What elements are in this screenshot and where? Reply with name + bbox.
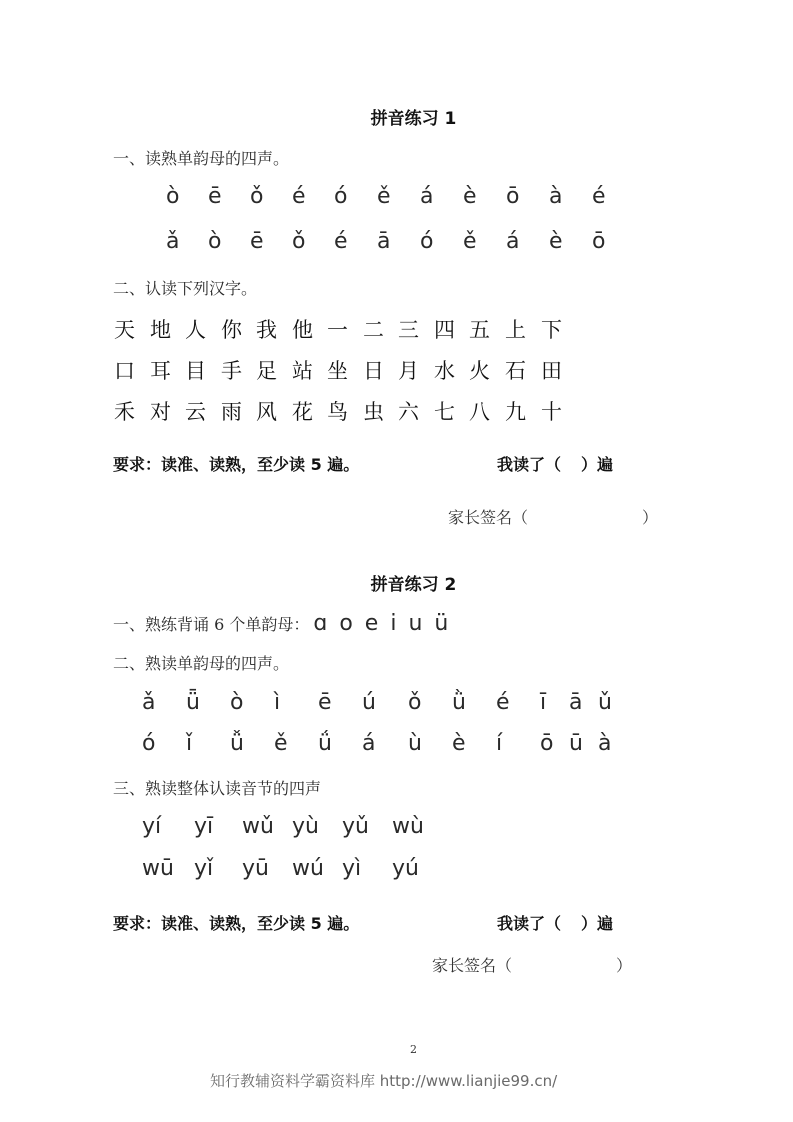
tone-vowel: ò [166, 184, 180, 209]
hanzi-char: 六 [398, 400, 419, 424]
hanzi-char: 虫 [363, 400, 384, 424]
hanzi-char: 下 [541, 318, 562, 342]
hanzi-char: 八 [469, 400, 490, 424]
hanzi-char: 花 [292, 400, 313, 424]
tone-vowel: ǚ [230, 731, 244, 756]
tone-vowel: ě [463, 229, 477, 254]
hanzi-char: 我 [256, 318, 277, 342]
tone-vowel: ī [540, 690, 547, 715]
hanzi-char: 九 [505, 400, 526, 424]
syllable: yū [242, 856, 269, 881]
practice1-requirement: 要求：读准、读熟，至少读 5 遍。 [113, 455, 360, 474]
tone-vowel: ō [506, 184, 520, 209]
tone-vowel: ǒ [408, 690, 422, 715]
practice2-section1-heading: 一、熟练背诵 6 个单韵母： [113, 615, 310, 634]
syllable: yí [142, 814, 162, 839]
read-count-suffix: ）遍 [581, 914, 614, 933]
hanzi-char: 禾 [114, 400, 135, 424]
syllable: yǐ [194, 856, 214, 881]
tone-vowel: ē [318, 690, 332, 715]
hanzi-char: 风 [256, 400, 277, 424]
tone-vowel: á [506, 229, 520, 254]
hanzi-char: 火 [469, 359, 490, 383]
hanzi-char: 天 [114, 318, 135, 342]
tone-vowel: ǔ [598, 690, 612, 715]
hanzi-char: 七 [434, 400, 455, 424]
vowel: o [339, 611, 353, 636]
tone-vowel: é [496, 690, 510, 715]
hanzi-char: 四 [434, 318, 455, 342]
tone-vowel: ǐ [186, 731, 193, 756]
hanzi-char: 月 [398, 359, 419, 383]
hanzi-char: 水 [434, 359, 455, 383]
hanzi-char: 一 [327, 318, 348, 342]
tone-vowel: ó [420, 229, 434, 254]
hanzi-char: 站 [292, 359, 313, 383]
practice2-section1 [113, 611, 460, 636]
syllable: yú [392, 856, 419, 881]
practice2-requirement: 要求：读准、读熟，至少读 5 遍。 [113, 914, 360, 933]
tone-vowel: á [362, 731, 376, 756]
practice1-parent-signature [448, 505, 658, 528]
syllable: wù [392, 814, 424, 839]
hanzi-char: 雨 [221, 400, 242, 424]
vowel: e [364, 611, 379, 636]
footer-watermark: 知行教辅资料学霸资料库 http://www.lianjie99.cn/ [210, 1072, 558, 1090]
tone-vowel: é [334, 229, 348, 254]
syllable: yī [194, 814, 214, 839]
simple-vowels [313, 611, 460, 636]
hanzi-char: 云 [185, 400, 206, 424]
syllable: yù [292, 814, 319, 839]
read-count-prefix: 我读了（ [497, 455, 562, 474]
hanzi-char: 手 [221, 359, 242, 383]
hanzi-char: 田 [541, 359, 562, 383]
tone-vowel: ǒ [292, 229, 306, 254]
hanzi-char: 人 [185, 318, 206, 342]
hanzi-char: 石 [505, 359, 526, 383]
hanzi-char: 鸟 [327, 400, 348, 424]
hanzi-char: 目 [185, 359, 206, 383]
tone-vowel: ǖ [186, 690, 200, 715]
tone-vowel: ó [142, 731, 156, 756]
tone-vowel: ǒ [250, 184, 264, 209]
hanzi-char: 二 [363, 318, 384, 342]
practice1-title: 拼音练习 1 [370, 109, 457, 129]
practice1-read-count [497, 452, 613, 475]
syllable: yì [342, 856, 362, 881]
tone-vowel: ō [592, 229, 606, 254]
practice2-read-count [497, 911, 613, 934]
tone-vowel: é [292, 184, 306, 209]
practice2-title: 拼音练习 2 [370, 575, 457, 595]
syllable: wú [292, 856, 324, 881]
syllable: yǔ [342, 814, 369, 839]
practice2-parent-signature [432, 953, 632, 976]
practice1-section1-heading: 一、读熟单韵母的四声。 [113, 149, 290, 168]
hanzi-char: 对 [150, 400, 171, 424]
tone-vowel: è [463, 184, 477, 209]
tone-vowel: ò [208, 229, 222, 254]
vowel: ü [434, 611, 449, 636]
tone-vowel: ě [274, 731, 288, 756]
practice1-section2-heading: 二、认读下列汉字。 [113, 279, 258, 298]
vowel: i [390, 611, 397, 636]
hanzi-char: 口 [114, 359, 135, 383]
hanzi-char: 耳 [150, 359, 171, 383]
tone-vowel: í [496, 731, 503, 756]
hanzi-char: 日 [363, 359, 384, 383]
tone-vowel: ū [569, 731, 583, 756]
tone-vowel: ē [250, 229, 264, 254]
tone-vowel: ǘ [318, 731, 332, 756]
vowel: ɑ [313, 611, 328, 636]
tone-vowel: ō [540, 731, 554, 756]
tone-vowel: ó [334, 184, 348, 209]
tone-vowel: ē [208, 184, 222, 209]
tone-vowel: á [420, 184, 434, 209]
tone-vowel: ǜ [452, 690, 466, 715]
syllable: wǔ [242, 814, 274, 839]
vowel: u [408, 611, 423, 636]
page-number: 2 [410, 1043, 417, 1056]
tone-vowel: ú [362, 690, 376, 715]
tone-vowel: é [592, 184, 606, 209]
practice2-section3-heading: 三、熟读整体认读音节的四声 [113, 779, 322, 798]
tone-vowel: ì [274, 690, 281, 715]
parent-sign-suffix: ） [642, 508, 659, 527]
tone-vowel: è [452, 731, 466, 756]
practice2-section2-heading: 二、熟读单韵母的四声。 [113, 654, 290, 673]
tone-vowel: è [549, 229, 563, 254]
tone-vowel: à [598, 731, 612, 756]
hanzi-char: 坐 [327, 359, 348, 383]
read-count-suffix: ）遍 [581, 455, 614, 474]
tone-vowel: ǎ [166, 229, 180, 254]
tone-vowel: ù [408, 731, 422, 756]
hanzi-char: 地 [150, 318, 171, 342]
parent-sign-prefix: 家长签名（ [448, 508, 529, 527]
syllable: wū [142, 856, 174, 881]
hanzi-char: 你 [221, 318, 242, 342]
hanzi-char: 上 [505, 318, 526, 342]
read-count-prefix: 我读了（ [497, 914, 562, 933]
tone-vowel: ò [230, 690, 244, 715]
hanzi-char: 三 [398, 318, 419, 342]
tone-vowel: ā [569, 690, 583, 715]
tone-vowel: ě [377, 184, 391, 209]
hanzi-char: 他 [292, 318, 313, 342]
hanzi-char: 足 [256, 359, 277, 383]
parent-sign-prefix: 家长签名（ [432, 956, 513, 975]
tone-vowel: ā [377, 229, 391, 254]
hanzi-char: 五 [469, 318, 490, 342]
tone-vowel: ǎ [142, 690, 156, 715]
parent-sign-suffix: ） [616, 956, 633, 975]
hanzi-char: 十 [541, 400, 562, 424]
tone-vowel: à [549, 184, 563, 209]
